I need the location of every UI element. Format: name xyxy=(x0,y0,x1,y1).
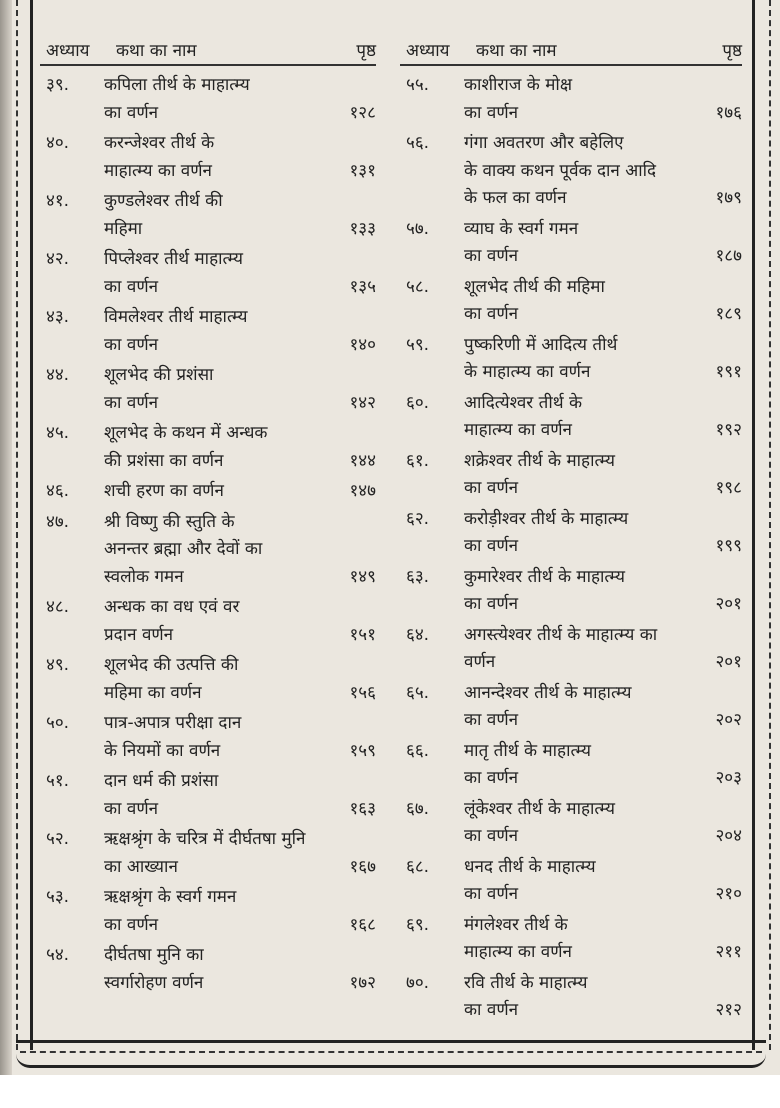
toc-entries-left xyxy=(46,72,376,997)
page-number: १७२ xyxy=(349,972,376,993)
chapter-title-line: करोड़ीश्वर तीर्थ के माहात्म्य xyxy=(464,508,629,529)
page-number: २०२ xyxy=(715,710,742,730)
chapter-title-line: माहात्म्य का वर्णन xyxy=(464,942,572,962)
chapter-title xyxy=(104,362,376,417)
toc-entry xyxy=(46,72,376,127)
chapter-title xyxy=(464,72,742,127)
toc-entry xyxy=(406,854,742,909)
chapter-title xyxy=(464,796,742,851)
toc-entry xyxy=(46,884,376,939)
chapter-title-line: व्याघ के स्वर्ग गमन xyxy=(464,218,579,239)
chapter-title-line: अगस्त्येश्वर तीर्थ के माहात्म्य का xyxy=(464,624,658,645)
chapter-title xyxy=(104,188,376,243)
chapter-title-line: गंगा अवतरण और बहेलिए xyxy=(464,133,624,153)
header-page: पृष्ठ xyxy=(722,40,742,61)
chapter-number: ५०. xyxy=(46,713,70,733)
chapter-title-line: लूंकेश्वर तीर्थ के माहात्म्य xyxy=(464,798,615,819)
chapter-number: ४२. xyxy=(46,249,70,269)
page-number: १३१ xyxy=(349,160,376,181)
chapter-title-line: अन्धक का वध एवं वर xyxy=(104,597,240,617)
chapter-title-line: स्वलोक गमन xyxy=(104,566,184,587)
chapter-number: ५१. xyxy=(46,771,70,791)
chapter-number: ५६. xyxy=(406,133,430,153)
chapter-title-line: आदित्येश्वर तीर्थ के xyxy=(464,392,583,413)
toc-entry xyxy=(46,652,376,707)
chapter-number: ५८. xyxy=(406,276,430,297)
header-page: पृष्ठ xyxy=(356,40,376,61)
toc-entry xyxy=(46,768,376,823)
chapter-title xyxy=(464,448,742,503)
toc-entry xyxy=(406,796,742,851)
toc-entry xyxy=(46,188,376,243)
chapter-title-line: माहात्म्य का वर्णन xyxy=(104,160,212,181)
chapter-title-line: श्री विष्णु की स्तुति के xyxy=(104,511,235,532)
chapter-title-line: का वर्णन xyxy=(464,304,519,324)
chapter-title xyxy=(464,622,742,677)
chapter-title xyxy=(104,420,376,475)
page-number: १५६ xyxy=(349,682,376,703)
chapter-title-line: का वर्णन xyxy=(464,536,519,556)
toc-entry xyxy=(46,130,376,185)
chapter-title-line: मातृ तीर्थ के माहात्म्य xyxy=(464,740,591,761)
page-number: १४० xyxy=(349,334,376,355)
toc-entry xyxy=(406,912,742,967)
chapter-title-line: महिमा xyxy=(104,218,143,239)
chapter-number: ५७. xyxy=(406,218,430,239)
chapter-number: ४८. xyxy=(46,597,70,617)
header-story-name: कथा का नाम xyxy=(476,40,557,61)
toc-entry xyxy=(46,478,376,506)
page-number: २०१ xyxy=(715,652,742,672)
chapter-number: ५५. xyxy=(406,75,430,95)
page-number: १९८ xyxy=(715,478,742,498)
chapter-title xyxy=(464,738,742,793)
chapter-number: ४५. xyxy=(46,423,70,443)
chapter-number: ६७. xyxy=(406,798,430,819)
chapter-number: ६२. xyxy=(406,508,430,529)
toc-entry xyxy=(406,564,742,619)
chapter-title-line: आनन्देश्वर तीर्थ के माहात्म्य xyxy=(464,682,632,703)
chapter-title-line: का वर्णन xyxy=(464,246,519,266)
chapter-title-line: पात्र-अपात्र परीक्षा दान xyxy=(104,713,242,733)
chapter-number: ६१. xyxy=(406,450,430,471)
chapter-number: ५९. xyxy=(406,334,430,355)
chapter-title-line: शक्रेश्वर तीर्थ के माहात्म्य xyxy=(464,450,615,471)
chapter-title-line: का वर्णन xyxy=(464,478,519,498)
chapter-title xyxy=(464,854,742,909)
chapter-title-line: का वर्णन xyxy=(464,710,519,730)
chapter-title-line: कपिला तीर्थ के माहात्म्य xyxy=(104,75,250,95)
chapter-title xyxy=(464,970,742,1025)
decorative-border-right xyxy=(752,0,771,1050)
page-number: २११ xyxy=(715,942,742,962)
toc-entry xyxy=(46,304,376,359)
chapter-title-line: के फल का वर्णन xyxy=(464,188,567,208)
toc-entry xyxy=(406,72,742,127)
page-number: १९१ xyxy=(715,362,742,382)
chapter-number: ६६. xyxy=(406,740,430,761)
chapter-number: ६८. xyxy=(406,856,430,877)
toc-entry xyxy=(406,738,742,793)
chapter-title-line: का वर्णन xyxy=(464,826,519,846)
toc-entry xyxy=(406,622,742,677)
chapter-title-line: करन्जेश्वर तीर्थ के xyxy=(104,133,215,153)
chapter-title-line: स्वर्गारोहण वर्णन xyxy=(104,972,204,993)
toc-entry xyxy=(406,448,742,503)
chapter-title xyxy=(104,594,376,649)
toc-header xyxy=(400,34,742,66)
decorative-border-bottom-dashes xyxy=(20,1051,762,1053)
chapter-title xyxy=(104,884,376,939)
chapter-title-line: शूलभेद तीर्थ की महिमा xyxy=(464,276,605,297)
chapter-title-line: शची हरण का वर्णन xyxy=(104,481,224,501)
chapter-title xyxy=(464,506,742,561)
chapter-title-line: विमलेश्वर तीर्थ माहात्म्य xyxy=(104,307,248,327)
page-number: १४२ xyxy=(349,392,376,413)
decorative-border-bottom xyxy=(16,1040,766,1068)
chapter-title-line: का वर्णन xyxy=(464,768,519,788)
chapter-title xyxy=(464,680,742,735)
page-number: १३५ xyxy=(349,276,376,297)
chapter-title-line: ऋक्षश्रृंग के चरित्र में दीर्घतषा मुनि xyxy=(104,829,306,849)
chapter-number: ४७. xyxy=(46,511,70,532)
page-number: २०३ xyxy=(715,768,742,788)
chapter-title-line: वर्णन xyxy=(464,652,496,672)
chapter-number: ६०. xyxy=(406,392,430,413)
page-number: २०१ xyxy=(715,594,742,614)
chapter-title-line: का वर्णन xyxy=(104,102,159,123)
chapter-title-line: शूलभेद के कथन में अन्धक xyxy=(104,423,268,443)
chapter-title-line: के माहात्म्य का वर्णन xyxy=(464,362,591,382)
chapter-title-line: का वर्णन xyxy=(464,1000,519,1020)
page-number: १५९ xyxy=(349,740,376,761)
page-number: २१२ xyxy=(715,1000,742,1020)
chapter-title-line: की प्रशंसा का वर्णन xyxy=(104,450,224,471)
chapter-title-line: का वर्णन xyxy=(464,594,519,614)
chapter-title xyxy=(104,768,376,823)
chapter-number: ७०. xyxy=(406,972,430,993)
chapter-number: ५३. xyxy=(46,887,70,907)
chapter-number: ५२. xyxy=(46,829,70,849)
page-number: १८९ xyxy=(715,304,742,324)
chapter-title-line: शूलभेद की प्रशंसा xyxy=(104,365,214,385)
page-number: १५१ xyxy=(349,624,376,645)
chapter-title-line: के नियमों का वर्णन xyxy=(104,740,221,761)
toc-entry xyxy=(46,420,376,475)
page-number: १८७ xyxy=(715,246,742,266)
toc-entry xyxy=(46,710,376,765)
page-number: १४९ xyxy=(349,566,376,587)
page-number: २१० xyxy=(715,884,742,904)
chapter-number: ४३. xyxy=(46,307,70,327)
chapter-title xyxy=(104,72,376,127)
chapter-title xyxy=(464,130,742,213)
chapter-title xyxy=(104,826,376,881)
page-number: १४७ xyxy=(349,481,376,501)
chapter-title xyxy=(104,509,376,592)
chapter-title-line: धनद तीर्थ के माहात्म्य xyxy=(464,856,596,877)
chapter-number: ४४. xyxy=(46,365,70,385)
page-number: १२८ xyxy=(349,102,376,123)
toc-entries-right xyxy=(406,72,742,1025)
toc-entry xyxy=(46,509,376,592)
page-number: १६७ xyxy=(349,856,376,877)
chapter-title-line: का वर्णन xyxy=(104,914,159,935)
toc-entry xyxy=(406,506,742,561)
decorative-border-left xyxy=(16,0,33,1050)
toc-entry xyxy=(46,826,376,881)
toc-entry xyxy=(406,216,742,271)
chapter-title-line: रवि तीर्थ के माहात्म्य xyxy=(464,972,588,993)
page-number: १७९ xyxy=(715,188,742,208)
toc-header xyxy=(40,34,376,66)
chapter-title-line: का वर्णन xyxy=(104,334,159,355)
header-chapter: अध्याय xyxy=(406,40,450,61)
chapter-title-line: माहात्म्य का वर्णन xyxy=(464,420,572,440)
chapter-title xyxy=(104,246,376,301)
chapter-number: ६९. xyxy=(406,914,430,935)
chapter-title-line: ऋक्षश्रृंग के स्वर्ग गमन xyxy=(104,887,237,907)
chapter-title-line: पुष्करिणी में आदित्य तीर्थ xyxy=(464,334,618,355)
chapter-number: ६३. xyxy=(406,566,430,587)
toc-column-right xyxy=(406,34,742,1028)
page-number: १९९ xyxy=(715,536,742,556)
chapter-title xyxy=(464,564,742,619)
toc-column-left xyxy=(46,34,376,1000)
chapter-title xyxy=(104,710,376,765)
chapter-title-line: का वर्णन xyxy=(464,884,519,904)
page-number: १६८ xyxy=(349,914,376,935)
page-number: १६३ xyxy=(349,798,376,819)
chapter-title-line: प्रदान वर्णन xyxy=(104,624,174,645)
chapter-title xyxy=(104,478,376,506)
chapter-title-line: का वर्णन xyxy=(104,798,159,819)
chapter-title xyxy=(104,942,376,997)
chapter-title-line: दीर्घतषा मुनि का xyxy=(104,945,204,965)
chapter-title-line: का वर्णन xyxy=(104,276,159,297)
chapter-title-line: पिप्लेश्वर तीर्थ माहात्म्य xyxy=(104,249,244,269)
toc-entry xyxy=(406,274,742,329)
chapter-number: ४०. xyxy=(46,133,70,153)
chapter-number: ४९. xyxy=(46,655,70,675)
page-number: २०४ xyxy=(715,826,742,846)
chapter-title xyxy=(104,130,376,185)
chapter-title xyxy=(104,304,376,359)
page-number: १३३ xyxy=(349,218,376,239)
chapter-title xyxy=(464,274,742,329)
chapter-title xyxy=(464,332,742,387)
chapter-title xyxy=(464,390,742,445)
toc-entry xyxy=(406,680,742,735)
chapter-title-line: कुमारेश्वर तीर्थ के माहात्म्य xyxy=(464,566,625,587)
header-story-name: कथा का नाम xyxy=(116,40,197,61)
chapter-number: ४१. xyxy=(46,191,70,211)
chapter-title-line: का वर्णन xyxy=(464,102,519,123)
chapter-number: ६५. xyxy=(406,682,430,703)
chapter-title-line: महिमा का वर्णन xyxy=(104,682,202,703)
chapter-number: ३९. xyxy=(46,75,70,95)
page-number: १७६ xyxy=(715,102,742,123)
chapter-title-line: का आख्यान xyxy=(104,856,178,877)
toc-entry xyxy=(406,130,742,213)
toc-entry xyxy=(406,970,742,1025)
toc-entry xyxy=(46,246,376,301)
chapter-title-line: मंगलेश्वर तीर्थ के xyxy=(464,914,568,935)
chapter-title xyxy=(464,912,742,967)
header-chapter: अध्याय xyxy=(46,40,90,61)
chapter-title-line: का वर्णन xyxy=(104,392,159,413)
chapter-number: ६४. xyxy=(406,624,430,645)
book-spine-shadow xyxy=(0,0,12,1075)
chapter-title-line: शूलभेद की उत्पत्ति की xyxy=(104,655,239,675)
chapter-number: ५४. xyxy=(46,945,70,965)
toc-entry xyxy=(406,390,742,445)
chapter-number: ४६. xyxy=(46,481,70,501)
chapter-title-line: के वाक्य कथन पूर्वक दान आदि xyxy=(464,160,657,181)
page-number: १४४ xyxy=(349,450,376,471)
toc-entry xyxy=(406,332,742,387)
toc-entry xyxy=(46,594,376,649)
toc-entry xyxy=(46,362,376,417)
chapter-title xyxy=(464,216,742,271)
chapter-title-line: दान धर्म की प्रशंसा xyxy=(104,771,219,791)
page-number: १९२ xyxy=(715,420,742,440)
chapter-title-line: काशीराज के मोक्ष xyxy=(464,75,573,95)
toc-entry xyxy=(46,942,376,997)
chapter-title xyxy=(104,652,376,707)
chapter-title-line: अनन्तर ब्रह्मा और देवों का xyxy=(104,539,263,559)
chapter-title-line: कुण्डलेश्वर तीर्थ की xyxy=(104,191,223,211)
